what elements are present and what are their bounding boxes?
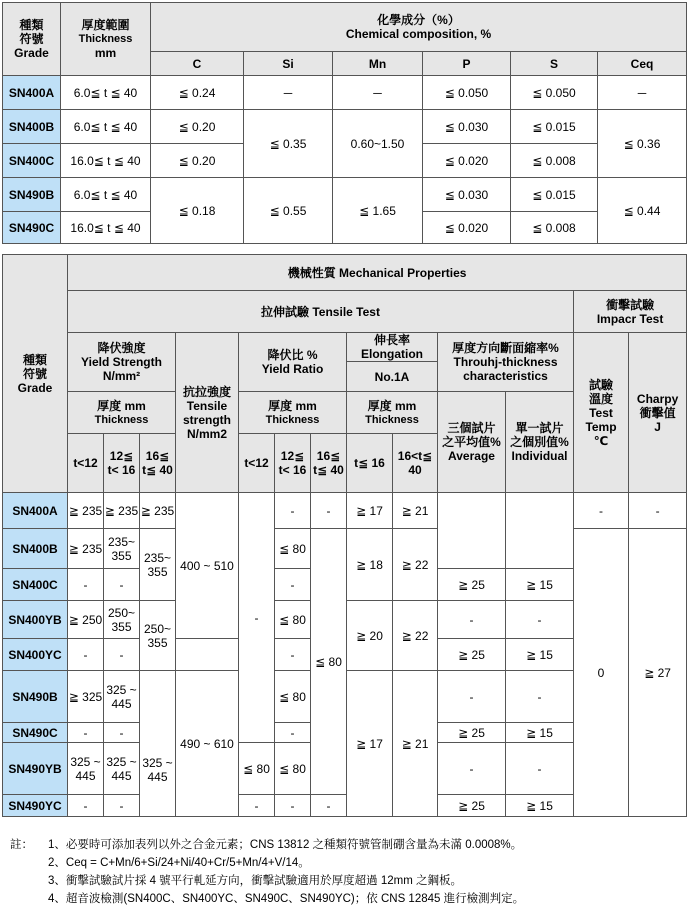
yr-cell: - [311,795,347,817]
thickness-cell: 16.0≦ t ≦ 40 [61,144,151,178]
yr-cell: ≦ 80 [275,671,311,723]
ys-cell: - [68,723,104,743]
table-row [3,529,687,569]
el-cell: ≧ 22 [393,601,438,671]
yr-cell: - [275,795,311,817]
test-temp-header: 試驗 溫度 Test Temp ℃ [574,333,629,493]
grade-cell: SN400A [3,493,68,529]
element-s-header: S [511,52,598,76]
ys-cell: ≧ 235 [68,529,104,569]
yr-cell: ≦ 80 [275,529,311,569]
ys-cell: 235~ 355 [104,529,140,569]
grade-cell: SN400C [3,569,68,601]
si-cell: ≦ 0.55 [244,178,333,244]
el-cell: ≧ 21 [393,493,438,529]
charpy-header: Charpy 衝擊值 J [629,333,687,493]
yr-cell: ≦ 80 [239,743,275,795]
avg-cell: ≧ 25 [438,795,506,817]
elongation-specimen-header: No.1A [347,362,438,392]
chemical-composition-table [2,2,687,244]
ts-cell [176,639,239,671]
grade-cell: SN400YB [3,601,68,639]
note-item: 2、Ceq = C+Mn/6+Si/24+Ni/40+Cr/5+Mn/4+V/14。 [48,857,310,869]
yr-cell: - [275,639,311,671]
table-row [3,110,687,144]
grade-cell: SN490YC [3,795,68,817]
table-row [3,178,687,212]
ts-cell: 490 ~ 610 [176,671,239,817]
yr-col-2: 12≦ t< 16 [275,434,311,493]
ys-cell: ≧ 235 [68,493,104,529]
notes-label: 註： [10,839,33,851]
ys-thickness-header: 厚度 mm Thickness [68,392,176,434]
ceq-cell: ≦ 0.44 [598,178,687,244]
through-thickness-header: 厚度方向斷面縮率% Throuhj-thickness characteristics [438,333,574,392]
charpy-cell: ≧ 27 [629,529,687,817]
ind-cell: ≧ 15 [506,569,574,601]
yr-cell: - [275,723,311,743]
ys-cell: - [68,639,104,671]
ys-col-3: 16≦ t≦ 40 [140,434,176,493]
el-cell: ≧ 21 [393,671,438,817]
yield-strength-header: 降伏強度 Yield Strength N/mm² [68,333,176,392]
yield-ratio-header: 降伏比 % Yield Ratio [239,333,347,392]
ys-cell: 250~ 355 [140,601,176,671]
chem-thickness-header: 厚度範圍 Thickness mm [61,3,151,76]
avg-cell [438,493,506,569]
ys-cell: - [68,795,104,817]
yr-cell: - [239,493,275,743]
ceq-cell: ≦ 0.36 [598,110,687,178]
avg-cell: ≧ 25 [438,723,506,743]
c-cell: ≦ 0.18 [151,178,244,244]
elongation-header: 伸長率 Elongation [347,333,438,362]
grade-cell: SN400B [3,110,61,144]
chem-grade-header: 種類 符號 Grade [3,3,61,76]
thickness-cell: 16.0≦ t ≦ 40 [61,212,151,244]
ys-col-1: t<12 [68,434,104,493]
yr-cell: ≦ 80 [275,601,311,639]
ys-cell: 235~ 355 [140,529,176,601]
avg-cell: ≧ 25 [438,639,506,671]
mechanical-properties-table [2,254,687,817]
ind-cell: ≧ 15 [506,795,574,817]
note-item: 4、超音波檢測(SN400C、SN400YC、SN490C、SN490YC)；依 CNS 12845 進行檢測判定。 [48,893,525,905]
ys-cell: 325 ~ 445 [140,723,176,817]
ys-cell: ≧ 235 [104,493,140,529]
avg-cell: - [438,743,506,795]
s-cell: ≦ 0.008 [511,212,598,244]
ys-cell: 250~ 355 [104,601,140,639]
charpy-cell: - [629,493,687,529]
mn-cell: 0.60~1.50 [333,110,423,178]
average-header: 三個試片 之平均值% Average [438,392,506,493]
p-cell: ≦ 0.030 [423,178,511,212]
p-cell: ≦ 0.020 [423,212,511,244]
c-cell: ≦ 0.20 [151,144,244,178]
grade-cell: SN490C [3,212,61,244]
el-thickness-header: 厚度 mm Thickness [347,392,438,434]
element-p-header: P [423,52,511,76]
ys-cell: ≧ 235 [140,493,176,529]
el-cell: ≧ 17 [347,493,393,529]
el-cell: ≧ 17 [347,671,393,817]
s-cell: ≦ 0.050 [511,76,598,110]
p-cell: ≦ 0.020 [423,144,511,178]
yr-cell: ≦ 80 [311,529,347,795]
ys-cell: ≧ 250 [68,601,104,639]
thickness-cell: 6.0≦ t ≦ 40 [61,110,151,144]
el-col-1: t≦ 16 [347,434,393,493]
ceq-cell: ─ [598,76,687,110]
tensile-strength-header: 抗拉強度 Tensile strength N/mm2 [176,333,239,493]
ind-cell: - [506,671,574,723]
si-cell: ≦ 0.35 [244,110,333,178]
element-ceq-header: Ceq [598,52,687,76]
grade-cell: SN400YC [3,639,68,671]
el-cell: ≧ 20 [347,601,393,671]
element-c-header: C [151,52,244,76]
ind-cell: - [506,743,574,795]
ys-cell: - [104,795,140,817]
note-item: 註： 1、必要時可添加表列以外之合金元素；CNS 13812 之種類符號管制硼含量為未滿 0.0008%。 [10,836,680,854]
yr-cell: - [239,795,275,817]
avg-cell: ≧ 25 [438,569,506,601]
yr-cell: - [275,493,311,529]
yr-thickness-header: 厚度 mm Thickness [239,392,347,434]
p-cell: ≦ 0.030 [423,110,511,144]
element-si-header: Si [244,52,333,76]
c-cell: ≦ 0.24 [151,76,244,110]
ys-cell: 325 ~ 445 [104,743,140,795]
avg-cell: - [438,601,506,639]
p-cell: ≦ 0.050 [423,76,511,110]
si-cell: ─ [244,76,333,110]
yr-cell: ≦ 80 [275,743,311,795]
note-item: 3、衝擊試驗試片採 4 號平行軋延方向，衝擊試驗適用於厚度超過 12mm 之鋼板。 [48,875,463,887]
mn-cell: ─ [333,76,423,110]
ys-cell: - [104,569,140,601]
table-row [3,76,687,110]
yr-col-1: t<12 [239,434,275,493]
el-cell: ≧ 18 [347,529,393,601]
impact-test-title: 衝擊試驗 Impacr Test [574,291,687,333]
grade-cell: SN490YB [3,743,68,795]
mech-grade-header: 種類 符號 Grade [3,255,68,493]
yr-cell: - [311,493,347,529]
ind-cell: ≧ 15 [506,639,574,671]
s-cell: ≦ 0.015 [511,178,598,212]
ys-col-2: 12≦ t< 16 [104,434,140,493]
notes-section [10,836,680,908]
thickness-cell: 6.0≦ t ≦ 40 [61,76,151,110]
ys-cell [140,671,176,723]
yr-cell: - [275,569,311,601]
temp-cell: 0 [574,529,629,817]
ys-cell: - [104,723,140,743]
grade-cell: SN400A [3,76,61,110]
c-cell: ≦ 0.20 [151,110,244,144]
ind-cell: ≧ 15 [506,723,574,743]
avg-cell: - [438,671,506,723]
grade-cell: SN400C [3,144,61,178]
ind-cell [506,493,574,569]
chem-composition-title: 化學成分（%） Chemical composition, % [151,3,687,52]
mech-title: 機械性質 Mechanical Properties [68,255,687,291]
s-cell: ≦ 0.008 [511,144,598,178]
individual-header: 單一試片 之個別值% Individual [506,392,574,493]
s-cell: ≦ 0.015 [511,110,598,144]
ys-cell: 325 ~ 445 [104,671,140,723]
grade-cell: SN400B [3,529,68,569]
ys-cell: - [68,569,104,601]
el-cell: ≧ 22 [393,529,438,601]
el-col-2: 16<t≦ 40 [393,434,438,493]
ts-cell: 400 ~ 510 [176,493,239,639]
table-row [3,493,687,529]
thickness-cell: 6.0≦ t ≦ 40 [61,178,151,212]
grade-cell: SN490B [3,671,68,723]
temp-cell: - [574,493,629,529]
grade-cell: SN490C [3,723,68,743]
grade-cell: SN490B [3,178,61,212]
element-mn-header: Mn [333,52,423,76]
yr-col-3: 16≦ t≦ 40 [311,434,347,493]
mn-cell: ≦ 1.65 [333,178,423,244]
ind-cell: - [506,601,574,639]
tensile-test-title: 拉伸試驗 Tensile Test [68,291,574,333]
ys-cell: - [104,639,140,671]
ys-cell: ≧ 325 [68,671,104,723]
ys-cell: 325 ~ 445 [68,743,104,795]
